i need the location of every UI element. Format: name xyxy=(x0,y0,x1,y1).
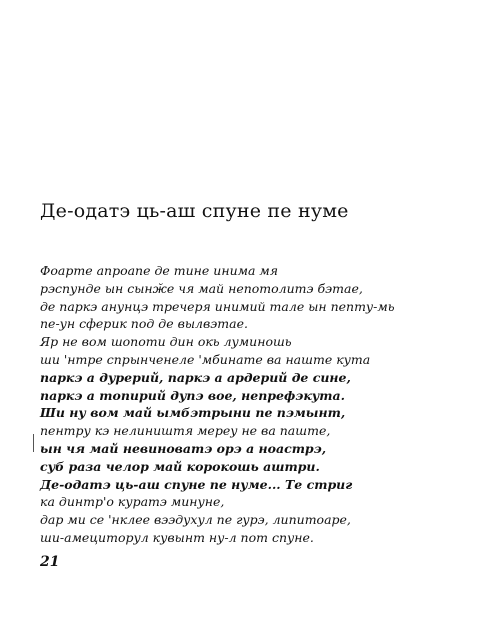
poem-line: ши 'нтре спрынченеле 'мбинате ва наште кута xyxy=(40,351,371,367)
poem-line: паркэ а дурерий, паркэ а ардерий де сине, xyxy=(40,369,351,385)
poem-body xyxy=(40,262,460,547)
margin-mark xyxy=(33,434,34,452)
poem-line: Де-одатэ ць-аш спуне пе нуме... Те стриг xyxy=(40,476,353,492)
poem-line: дар ми се 'нклее вээдухул пе гурэ, липитоаре, xyxy=(40,512,351,528)
page-number: 21 xyxy=(40,554,60,570)
poem-line: ын чя май невиноватэ орэ а ноастрэ, xyxy=(40,440,327,456)
poem-line: пе-ун сферик под де вылвэтае. xyxy=(40,316,248,332)
poem-title: Де-одатэ ць-аш спуне пе нуме xyxy=(40,200,349,222)
poem-line: Ши ну вом май ымбэтрыни пе пэмынт, xyxy=(40,405,346,421)
poem-line: пентру кэ нелиништя мереу не ва паште, xyxy=(40,423,331,439)
poem-line: Фоарте апроапе де тине инима мя xyxy=(40,263,279,278)
poem-line: рэспунде ын сынӂе чя май непотолитэ бэтае, xyxy=(40,280,363,296)
poem-line: де паркэ анунцэ тречеря инимий тале ын пепту-мь xyxy=(40,298,395,314)
poem-line: ка динтр'о куратэ минуне, xyxy=(40,494,225,510)
poem-line: Яр не вом шопоти дин окь луминошь xyxy=(40,334,292,350)
poem-line: суб раза челор май корокошь аштри. xyxy=(40,458,320,474)
poem-line: паркэ а топирий дупэ вое, непрефэкута. xyxy=(40,387,345,403)
poem-line: ши-амециторул кувынт ну-л пот спуне. xyxy=(40,529,314,545)
